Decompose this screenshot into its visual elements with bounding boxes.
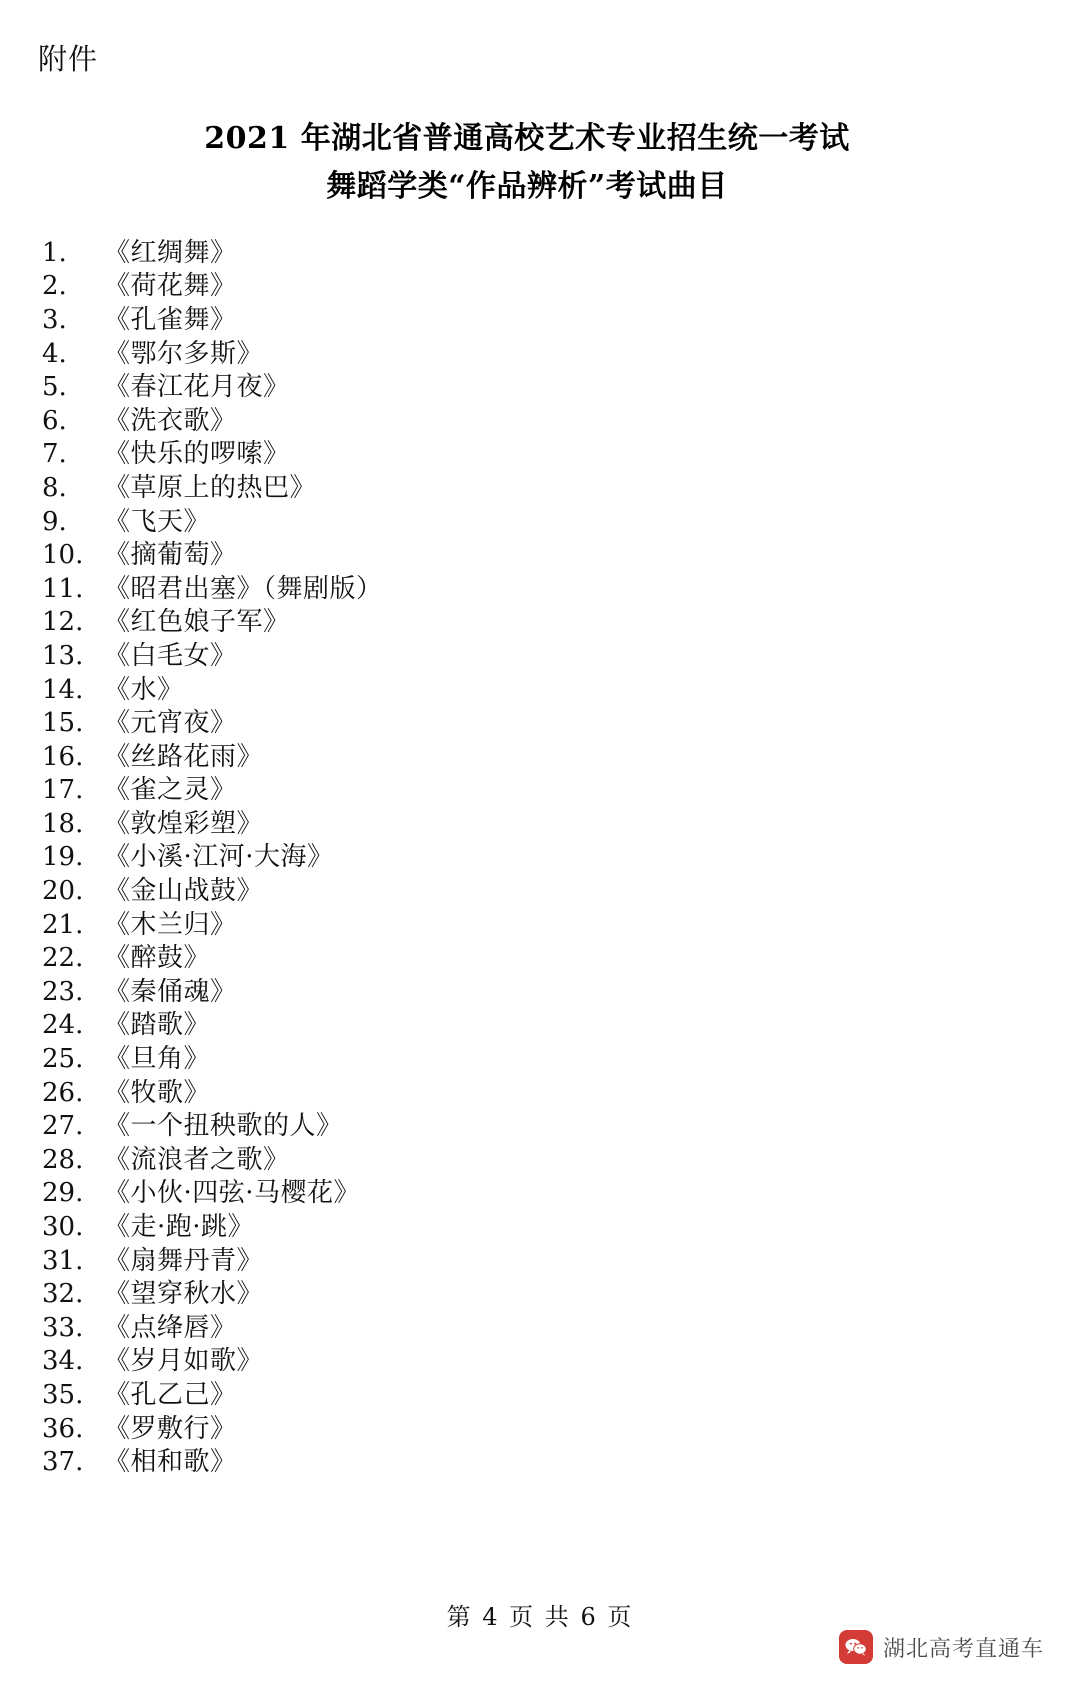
list-item: [38, 270, 1020, 304]
attachment-label: 附件: [38, 42, 99, 76]
list-item-title: 《丝路花雨》: [104, 741, 264, 772]
list-item: [38, 1144, 1020, 1178]
list-item-number: 12.: [42, 607, 84, 638]
page-title: [34, 119, 1020, 209]
list-item: [38, 1312, 1020, 1346]
page-title-line-1: 2021 年湖北省普通高校艺术专业招生统一考试: [204, 120, 850, 156]
list-item-title: 《鄂尔多斯》: [104, 338, 264, 369]
list-item-title: 《元宵夜》: [104, 708, 237, 739]
list-item-number: 16.: [42, 741, 84, 772]
list-item-number: 35.: [42, 1379, 84, 1410]
page-title-line-2: 舞蹈学类“作品辨析”考试曲目: [326, 169, 728, 205]
list-item-title: 《醉鼓》: [104, 943, 211, 974]
list-item: [38, 808, 1020, 842]
list-item-number: 9.: [42, 506, 67, 537]
list-item-number: 26.: [42, 1077, 84, 1108]
page-footer: 第 4 页 共 6 页: [446, 1603, 634, 1631]
list-item-title: 《走·跑·跳》: [104, 1212, 255, 1243]
list-item-title: 《罗敷行》: [104, 1413, 237, 1444]
list-item: [38, 506, 1020, 540]
list-item: [38, 942, 1020, 976]
list-item-title: 《岁月如歌》: [104, 1346, 264, 1377]
list-item-number: 6.: [42, 405, 67, 436]
list-item-title: 《红绸舞》: [104, 237, 237, 268]
list-item-title: 《荷花舞》: [104, 271, 237, 302]
list-item: [38, 674, 1020, 708]
list-item: [38, 1110, 1020, 1144]
list-item: [38, 1009, 1020, 1043]
list-item: [38, 573, 1020, 607]
list-item: [38, 875, 1020, 909]
list-item: [38, 1043, 1020, 1077]
list-item-title: 《踏歌》: [104, 1010, 211, 1041]
list-item-number: 29.: [42, 1178, 84, 1209]
list-item-number: 7.: [42, 439, 67, 470]
list-item-number: 22.: [42, 943, 84, 974]
list-item-number: 14.: [42, 674, 84, 705]
list-item: [38, 304, 1020, 338]
list-item: [38, 338, 1020, 372]
list-item-number: 17.: [42, 775, 84, 806]
list-item: [38, 371, 1020, 405]
list-item-title: 《孔乙己》: [104, 1379, 237, 1410]
list-item-title: 《秦俑魂》: [104, 976, 237, 1007]
list-item: [38, 1077, 1020, 1111]
list-item-number: 28.: [42, 1144, 84, 1175]
list-item: [38, 976, 1020, 1010]
watermark: [839, 1630, 1044, 1664]
list-item-title: 《扇舞丹青》: [104, 1245, 264, 1276]
list-item-number: 13.: [42, 640, 84, 671]
list-item: [38, 1245, 1020, 1279]
list-item-number: 19.: [42, 842, 84, 873]
list-item-title: 《白毛女》: [104, 640, 237, 671]
list-item-number: 11.: [42, 573, 84, 604]
wechat-icon: [839, 1630, 873, 1664]
list-item-title: 《旦角》: [104, 1044, 211, 1075]
list-item-title: 《飞天》: [104, 506, 211, 537]
list-item-title: 《摘葡萄》: [104, 540, 237, 571]
list-item: [38, 539, 1020, 573]
list-item-title: 《洗衣歌》: [104, 405, 237, 436]
list-item-title: 《快乐的啰嗦》: [104, 439, 290, 470]
watermark-label: 湖北高考直通车: [882, 1636, 1044, 1662]
list-item-title: 《牧歌》: [104, 1077, 211, 1108]
list-item-title: 《春江花月夜》: [104, 372, 290, 403]
list-item: [38, 1211, 1020, 1245]
list-item-number: 25.: [42, 1044, 84, 1075]
list-item: [38, 774, 1020, 808]
list-item-number: 1.: [42, 237, 67, 268]
list-item: [38, 606, 1020, 640]
list-item-title: 《小溪·江河·大海》: [104, 842, 334, 873]
list-item-number: 23.: [42, 976, 84, 1007]
list-item-number: 27.: [42, 1111, 84, 1142]
list-item-title: 《昭君出塞》（舞剧版）: [104, 573, 383, 604]
list-item: [38, 640, 1020, 674]
list-item-title: 《小伙·四弦·马樱花》: [104, 1178, 361, 1209]
list-item-number: 24.: [42, 1010, 84, 1041]
list-item-number: 8.: [42, 472, 67, 503]
list-item-title: 《敦煌彩塑》: [104, 808, 264, 839]
list-item: [38, 1379, 1020, 1413]
list-item-title: 《点绛唇》: [104, 1312, 237, 1343]
list-item-number: 30.: [42, 1212, 84, 1243]
list-item-number: 21.: [42, 909, 84, 940]
song-list: [38, 237, 1020, 1480]
list-item-number: 31.: [42, 1245, 84, 1276]
list-item: [38, 1278, 1020, 1312]
list-item-number: 15.: [42, 708, 84, 739]
list-item: [38, 909, 1020, 943]
list-item-title: 《红色娘子军》: [104, 607, 290, 638]
list-item: [38, 1177, 1020, 1211]
list-item: [38, 741, 1020, 775]
list-item: [38, 707, 1020, 741]
list-item-number: 5.: [42, 372, 67, 403]
list-item: [38, 438, 1020, 472]
list-item: [38, 237, 1020, 271]
list-item: [38, 472, 1020, 506]
list-item-number: 10.: [42, 540, 84, 571]
list-item-title: 《金山战鼓》: [104, 876, 264, 907]
list-item-number: 3.: [42, 304, 67, 335]
list-item: [38, 1345, 1020, 1379]
list-item-number: 18.: [42, 808, 84, 839]
list-item-title: 《雀之灵》: [104, 775, 237, 806]
list-item-title: 《水》: [104, 674, 184, 705]
list-item-number: 2.: [42, 271, 67, 302]
list-item-title: 《相和歌》: [104, 1447, 237, 1478]
list-item-number: 33.: [42, 1312, 84, 1343]
list-item: [38, 1446, 1020, 1480]
list-item-title: 《草原上的热巴》: [104, 472, 317, 503]
list-item: [38, 841, 1020, 875]
list-item-number: 34.: [42, 1346, 84, 1377]
list-item-number: 20.: [42, 876, 84, 907]
list-item-title: 《望穿秋水》: [104, 1279, 264, 1310]
list-item-number: 36.: [42, 1413, 84, 1444]
list-item-number: 37.: [42, 1447, 84, 1478]
list-item-title: 《一个扭秧歌的人》: [104, 1111, 343, 1142]
list-item-number: 4.: [42, 338, 67, 369]
list-item: [38, 1413, 1020, 1447]
list-item: [38, 405, 1020, 439]
list-item-title: 《木兰归》: [104, 909, 237, 940]
list-item-title: 《流浪者之歌》: [104, 1144, 290, 1175]
list-item-title: 《孔雀舞》: [104, 304, 237, 335]
list-item-number: 32.: [42, 1279, 84, 1310]
